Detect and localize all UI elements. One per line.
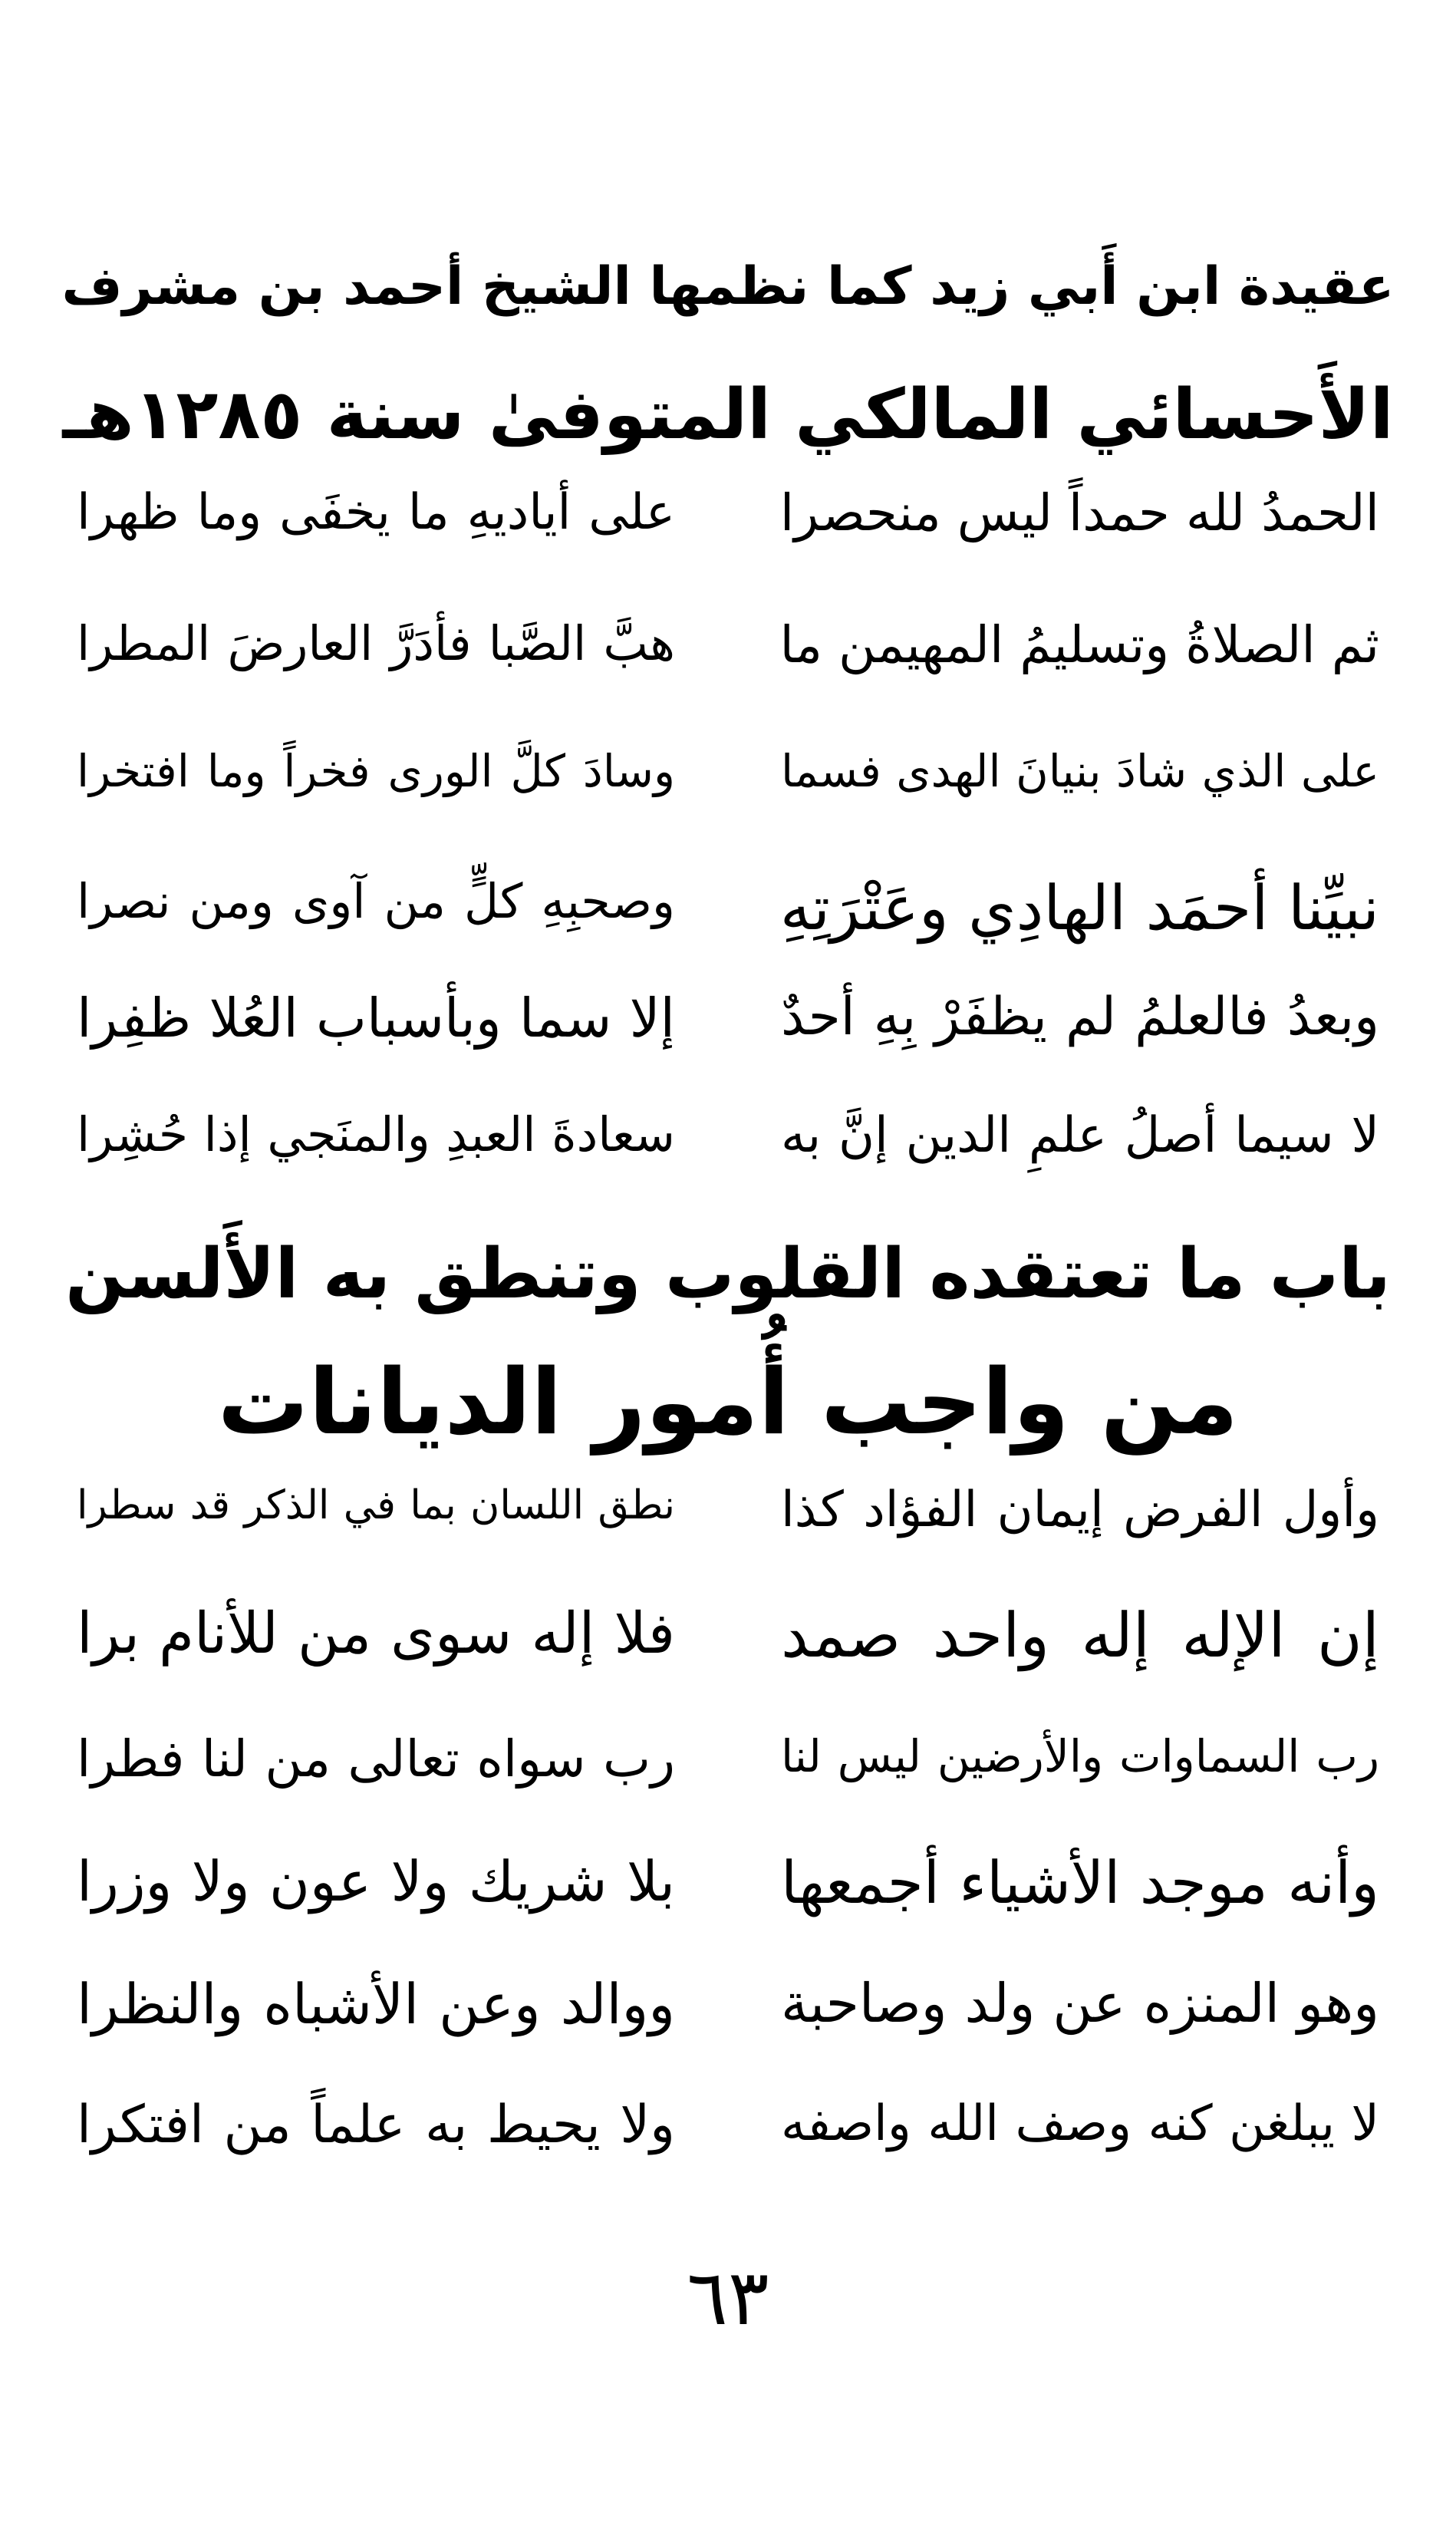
verse-row: [77, 745, 1379, 864]
section-heading-line-2: من واجب أُمور الديانات: [217, 1349, 1239, 1455]
verse-row: [77, 987, 1379, 1106]
verse-first-hemistich: وأول الفرض إيمان الفؤاد كذا: [781, 1482, 1379, 1538]
verse-first-hemistich: رب السماوات والأرضين ليس لنا: [781, 1730, 1379, 1782]
verse-second-hemistich: فلا إله سوى من للأنام برا: [77, 1601, 675, 1667]
verse-row: [77, 1600, 1379, 1720]
verse-row: [77, 872, 1379, 993]
verse-second-hemistich: وسادَ كلَّ الورى فخراً وما افتخرا: [77, 745, 675, 797]
verse-second-hemistich: سعادةَ العبدِ والمنَجي إذا حُشِرا: [77, 1106, 675, 1162]
verse-first-hemistich: لا يبلغن كنه وصف الله واصفه: [781, 2095, 1379, 2152]
verse-second-hemistich: هبَّ الصَّبا فأدَرَّ العارضَ المطرا: [77, 615, 675, 671]
verse-first-hemistich: إن الإله إله واحد صمد: [781, 1600, 1379, 1671]
verse-second-hemistich: ولا يحيط به علماً من افتكرا: [77, 2095, 675, 2155]
verse-first-hemistich: وهو المنزه عن ولد وصاحبة: [781, 1972, 1379, 2035]
verse-second-hemistich: إلا سما وبأسباب العُلا ظفِرا: [77, 987, 675, 1050]
section-heading-line-1: باب ما تعتقده القلوب وتنطق به الأَلسن: [65, 1234, 1391, 1314]
verse-row: [77, 1106, 1379, 1226]
verse-row: [77, 1482, 1379, 1601]
verse-row: [77, 615, 1379, 735]
verse-first-hemistich: وأنه موجد الأشياء أجمعها: [781, 1848, 1379, 1917]
verse-second-hemistich: ووالد وعن الأشباه والنظرا: [77, 1972, 675, 2036]
verse-first-hemistich: ثم الصلاةُ وتسليمُ المهيمن ما: [779, 615, 1379, 674]
verse-second-hemistich: على أياديهِ ما يخفَى وما ظهرا: [77, 484, 675, 541]
verse-second-hemistich: رب سواه تعالى من لنا فطرا: [77, 1729, 675, 1789]
verse-first-hemistich: وبعدُ فالعلمُ لم يظفَرْ بِهِ أحدٌ: [781, 987, 1379, 1047]
verse-first-hemistich: لا سيما أصلُ علمِ الدين إنَّ به: [781, 1107, 1379, 1164]
verse-row: [77, 483, 1379, 603]
verse-second-hemistich: وصحبِهِ كلٍّ من آوى ومن نصرا: [77, 873, 675, 929]
verse-row: [77, 2095, 1379, 2214]
verse-first-hemistich: نبيِّنا أحمَد الهادِي وعَتْرَتِهِ: [779, 872, 1379, 944]
title-line-2: الأَحسائي المالكي المتوفىٰ سنة ١٢٨٥هـ: [62, 374, 1394, 455]
verse-row: [77, 1729, 1379, 1849]
page-number: ٦٣: [687, 2253, 769, 2342]
verse-first-hemistich: الحمدُ لله حمداً ليس منحصرا: [779, 483, 1379, 542]
verse-row: [77, 1972, 1379, 2092]
verse-row: [77, 1848, 1379, 1969]
verse-second-hemistich: بلا شريك ولا عون ولا وزرا: [77, 1849, 675, 1914]
verse-second-hemistich: نطق اللسان بما في الذكر قد سطرا: [77, 1482, 675, 1528]
title-line-1: عقيدة ابن أَبي زيد كما نظمها الشيخ أحمد بن مشرف: [61, 256, 1395, 317]
verse-first-hemistich: على الذي شادَ بنيانَ الهدى فسما: [781, 745, 1379, 797]
